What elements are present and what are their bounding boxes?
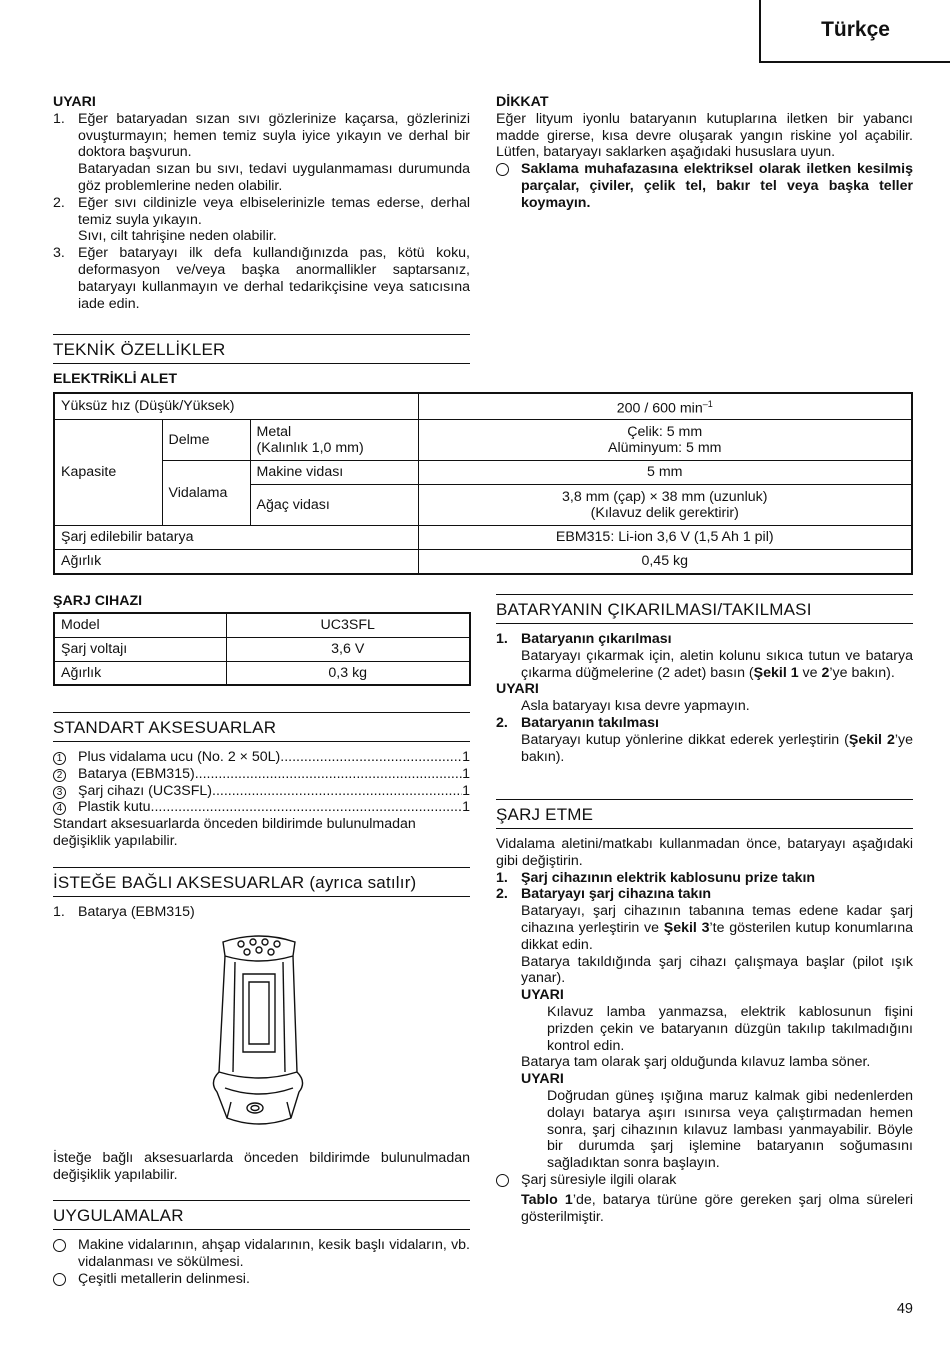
standard-accessories-list bbox=[53, 749, 470, 850]
list-item: 3 Şarj cihazı (UC3SFL) ..... 1 bbox=[53, 783, 470, 800]
warning-item-1-note: Bataryadan sızan bu sıvı, tedavi uygulanmaması durumunda göz problemlerine neden olabilir. bbox=[78, 161, 470, 194]
machine-screw-value: 5 mm bbox=[418, 461, 912, 485]
charging-full-text: Batarya tam olarak şarj olduğunda kılavuz lamba söner. bbox=[521, 1054, 871, 1071]
no-load-speed-label: Yüksüz hız (Düşük/Yüksek) bbox=[54, 393, 418, 420]
table-row bbox=[54, 393, 912, 420]
warning-item-2-text: Eğer sıvı cildinizle veya elbiselerinizle temas ederse, derhal temiz suyla yıkayın. bbox=[78, 194, 470, 228]
charging-step-1: 1. Şarj cihazının elektrik kablosunu prize takın bbox=[496, 869, 816, 886]
wood-screw-value: 3,8 mm (çap) × 38 mm (uzunluk) (Kılavuz delik gerektirir) bbox=[418, 485, 912, 526]
callout-number: 4 bbox=[53, 802, 66, 815]
optional-accessories-heading: İSTEĞE BAĞLI AKSESUARLAR (ayrıca satılır) bbox=[53, 867, 470, 897]
power-tool-subheading: ELEKTRİKLİ ALET bbox=[53, 371, 178, 387]
language-label: Türkçe bbox=[821, 18, 890, 42]
warning-item-3: 3. Eğer bataryayı ilk defa kullandığınızda pas, kötü koku, deformasyon ve/veya başka anormallikler saptarsanız, bataryayı kullanmayın ve derhal tedarikçisine veya satıcısına iade edin. bbox=[53, 245, 470, 312]
page-number: 49 bbox=[896, 1301, 913, 1317]
optional-accessories-note: İsteğe bağlı aksesuarlarda önceden bildirimde bulunulmadan değişiklik yapılabilir. bbox=[53, 1150, 470, 1183]
charging-warning-1-text: Kılavuz lamba yanmazsa, elektrik kablosunun fişini prizden çekin ve bataryanın düzgün takılıp takılmadığını kontrol edin. bbox=[547, 1003, 913, 1054]
drilling-label: Delme bbox=[162, 420, 250, 461]
no-load-speed-value: 200 / 600 $\min^{-1}$ bbox=[418, 393, 912, 420]
battery-label: Şarj edilebilir batarya bbox=[54, 526, 418, 550]
removal-warning-title: UYARI bbox=[496, 681, 539, 698]
removal-step-1-title: 1. Bataryanın çıkarılması bbox=[496, 631, 672, 647]
metal-capacity-value: Çelik: 5 mm Alüminyum: 5 mm bbox=[418, 420, 912, 461]
applications-heading: UYGULAMALAR bbox=[53, 1200, 470, 1230]
list-item: 4 Plastik kutu ..... 1 bbox=[53, 799, 470, 816]
charging-step-2-text: Bataryayı, şarj cihazının tabanına temas edene kadar şarj cihazına yerleştirin ve Şekil 3’te gösterilen kutup konumlarına dikkat edin. bbox=[521, 903, 914, 953]
bullet-circle-icon bbox=[496, 1174, 509, 1187]
table-row bbox=[54, 420, 912, 461]
charging-warning-2-text: Doğrudan güneş ışığına maruz kalmak gibi nedenlerden dolayı batarya aşırı ısınırsa veya çalıştırmadan hemen sonra, şarj cihazının kılavuz lambası yanmayabilir. Böyle bir durumda şarj işlemine bataryanın soğumasını sağladıktan sonra başlayın. bbox=[547, 1087, 913, 1172]
install-step-2-text: Bataryayı kutup yönlerine dikkat ederek yerleştirin (Şekil 2’ye bakın). bbox=[521, 731, 913, 765]
removal-step-1-text: Bataryayı çıkarmak için, aletin kolunu sıkıca tutun ve batarya çıkarma düğmelerine (2 adet) basın (Şekil 1 ve 2’ye bakın). bbox=[521, 647, 913, 681]
charging-step-2: 2. Bataryayı şarj cihazına takın bbox=[496, 886, 712, 903]
list-item: 1 Plus vidalama ucu (No. 2 × 50L) ..... 1 bbox=[53, 749, 470, 766]
warning-title: UYARI bbox=[53, 94, 96, 110]
specs-table bbox=[53, 392, 913, 575]
battery-illustration bbox=[195, 932, 325, 1132]
warning-block bbox=[53, 94, 470, 312]
table-row bbox=[54, 550, 912, 574]
wood-screw-label: Ağaç vidası bbox=[250, 485, 418, 526]
charging-time-text: Tablo 1’de, batarya türüne göre gereken şarj olma süreleri gösterilmiştir. bbox=[521, 1191, 914, 1225]
charging-warning-2-title: UYARI bbox=[521, 1071, 564, 1088]
list-item: 2 Batarya (EBM315) ..... 1 bbox=[53, 766, 470, 783]
standard-accessories-note: Standart aksesuarlarda önceden bildirimde bulunulmadan değişiklik yapılabilir. bbox=[53, 816, 416, 849]
table-row: Ağırlık 0,3 kg bbox=[54, 661, 470, 685]
charging-heading: ŞARJ ETME bbox=[496, 799, 913, 829]
charger-heading: ŞARJ CIHAZI bbox=[53, 593, 143, 609]
language-tab bbox=[759, 0, 950, 63]
list-item: Makine vidalarının, ahşap vidalarının, kesik başlı vidaların, vb. vidalanması ve sökülmesi. bbox=[53, 1237, 470, 1271]
warning-item-2-note: Sıvı, cilt tahrişine neden olabilir. bbox=[78, 228, 277, 245]
bullet-circle-icon bbox=[53, 1273, 66, 1286]
battery-value: EBM315: Li-ion 3,6 V (1,5 Ah 1 pil) bbox=[418, 526, 912, 550]
weight-label: Ağırlık bbox=[54, 550, 418, 574]
bullet-circle-icon bbox=[496, 163, 509, 176]
caution-bullet-text: Saklama muhafazasına elektriksel olarak iletken kesilmiş parçalar, çiviler, çelik tel, bakır tel veya başka teller koymayın. bbox=[521, 161, 913, 211]
caution-bullet bbox=[496, 161, 913, 211]
metal-label: Metal (Kalınlık 1,0 mm) bbox=[250, 420, 418, 461]
bullet-circle-icon bbox=[53, 1239, 66, 1252]
standard-accessories-heading: STANDART AKSESUARLAR bbox=[53, 712, 470, 742]
specs-heading: TEKNİK ÖZELLİKLER bbox=[53, 334, 470, 364]
caution-block bbox=[496, 94, 913, 212]
applications-list bbox=[53, 1237, 470, 1290]
capacity-label: Kapasite bbox=[54, 420, 162, 526]
charging-section bbox=[496, 836, 913, 1225]
table-row: Şarj voltajı 3,6 V bbox=[54, 637, 470, 661]
removal-warning-text: Asla bataryayı kısa devre yapmayın. bbox=[521, 698, 750, 715]
callout-number: 3 bbox=[53, 786, 66, 799]
install-step-2-title: 2. Bataryanın takılması bbox=[496, 714, 659, 731]
warning-item-1: 1. Eğer bataryadan sızan sıvı gözlerinize kaçarsa, gözlerinizi ovuşturmayın; hemen temiz suyla iyice yıkayın ve derhal bir doktora başvurun. Bataryadan sızan bu sıvı, tedavi uygulanmaması durumunda göz problemlerine neden olabilir. bbox=[53, 110, 470, 194]
charging-step-2-text2: Batarya takıldığında şarj cihazı çalışmaya başlar (pilot ışık yanar). bbox=[521, 953, 913, 987]
optional-accessory-item: 1. Batarya (EBM315) bbox=[53, 904, 195, 920]
charging-time-bullet: Şarj süresiyle ilgili olarak bbox=[496, 1172, 913, 1192]
warning-item-3-text: Eğer bataryayı ilk defa kullandığınızda pas, kötü koku, deformasyon ve/veya başka anormallikler saptarsanız, bataryayı kullanmayın ve derhal tedarikçisine veya satıcısına iade edin. bbox=[78, 245, 470, 312]
list-item: Çeşitli metallerin delinmesi. bbox=[53, 1271, 470, 1291]
screwing-label: Vidalama bbox=[162, 461, 250, 526]
table-row bbox=[54, 526, 912, 550]
callout-number: 1 bbox=[53, 752, 66, 765]
caution-text: Eğer lityum iyonlu bataryanın kutuplarına iletken bir yabancı madde girerse, kısa devre oluşarak yangın riskine yol açabilir. Lütfen, bataryayı saklarken aşağıdaki hususlara uyun. bbox=[496, 110, 913, 161]
callout-number: 2 bbox=[53, 769, 66, 782]
warning-item-2: 2. Eğer sıvı cildinizle veya elbiselerinizle temas ederse, derhal temiz suyla yıkayın. Sıvı, cilt tahrişine neden olabilir. bbox=[53, 194, 470, 245]
charging-intro: Vidalama aletini/matkabı kullanmadan önce, bataryayı aşağıdaki gibi değiştirin. bbox=[496, 836, 913, 869]
machine-screw-label: Makine vidası bbox=[250, 461, 418, 485]
caution-title: DİKKAT bbox=[496, 94, 549, 110]
battery-removal-heading: BATARYANIN ÇIKARILMASI/TAKILMASI bbox=[496, 594, 913, 624]
warning-item-1-text: Eğer bataryadan sızan sıvı gözlerinize kaçarsa, gözlerinizi ovuşturmayın; hemen temiz suyla iyice yıkayın ve derhal bir doktora başvurun. bbox=[78, 110, 470, 161]
charger-table bbox=[53, 612, 471, 686]
charging-warning-1-title: UYARI bbox=[521, 987, 564, 1004]
weight-value: 0,45 kg bbox=[418, 550, 912, 574]
battery-removal-section bbox=[496, 631, 913, 765]
table-row bbox=[54, 461, 912, 485]
table-row: Model UC3SFL bbox=[54, 613, 470, 637]
